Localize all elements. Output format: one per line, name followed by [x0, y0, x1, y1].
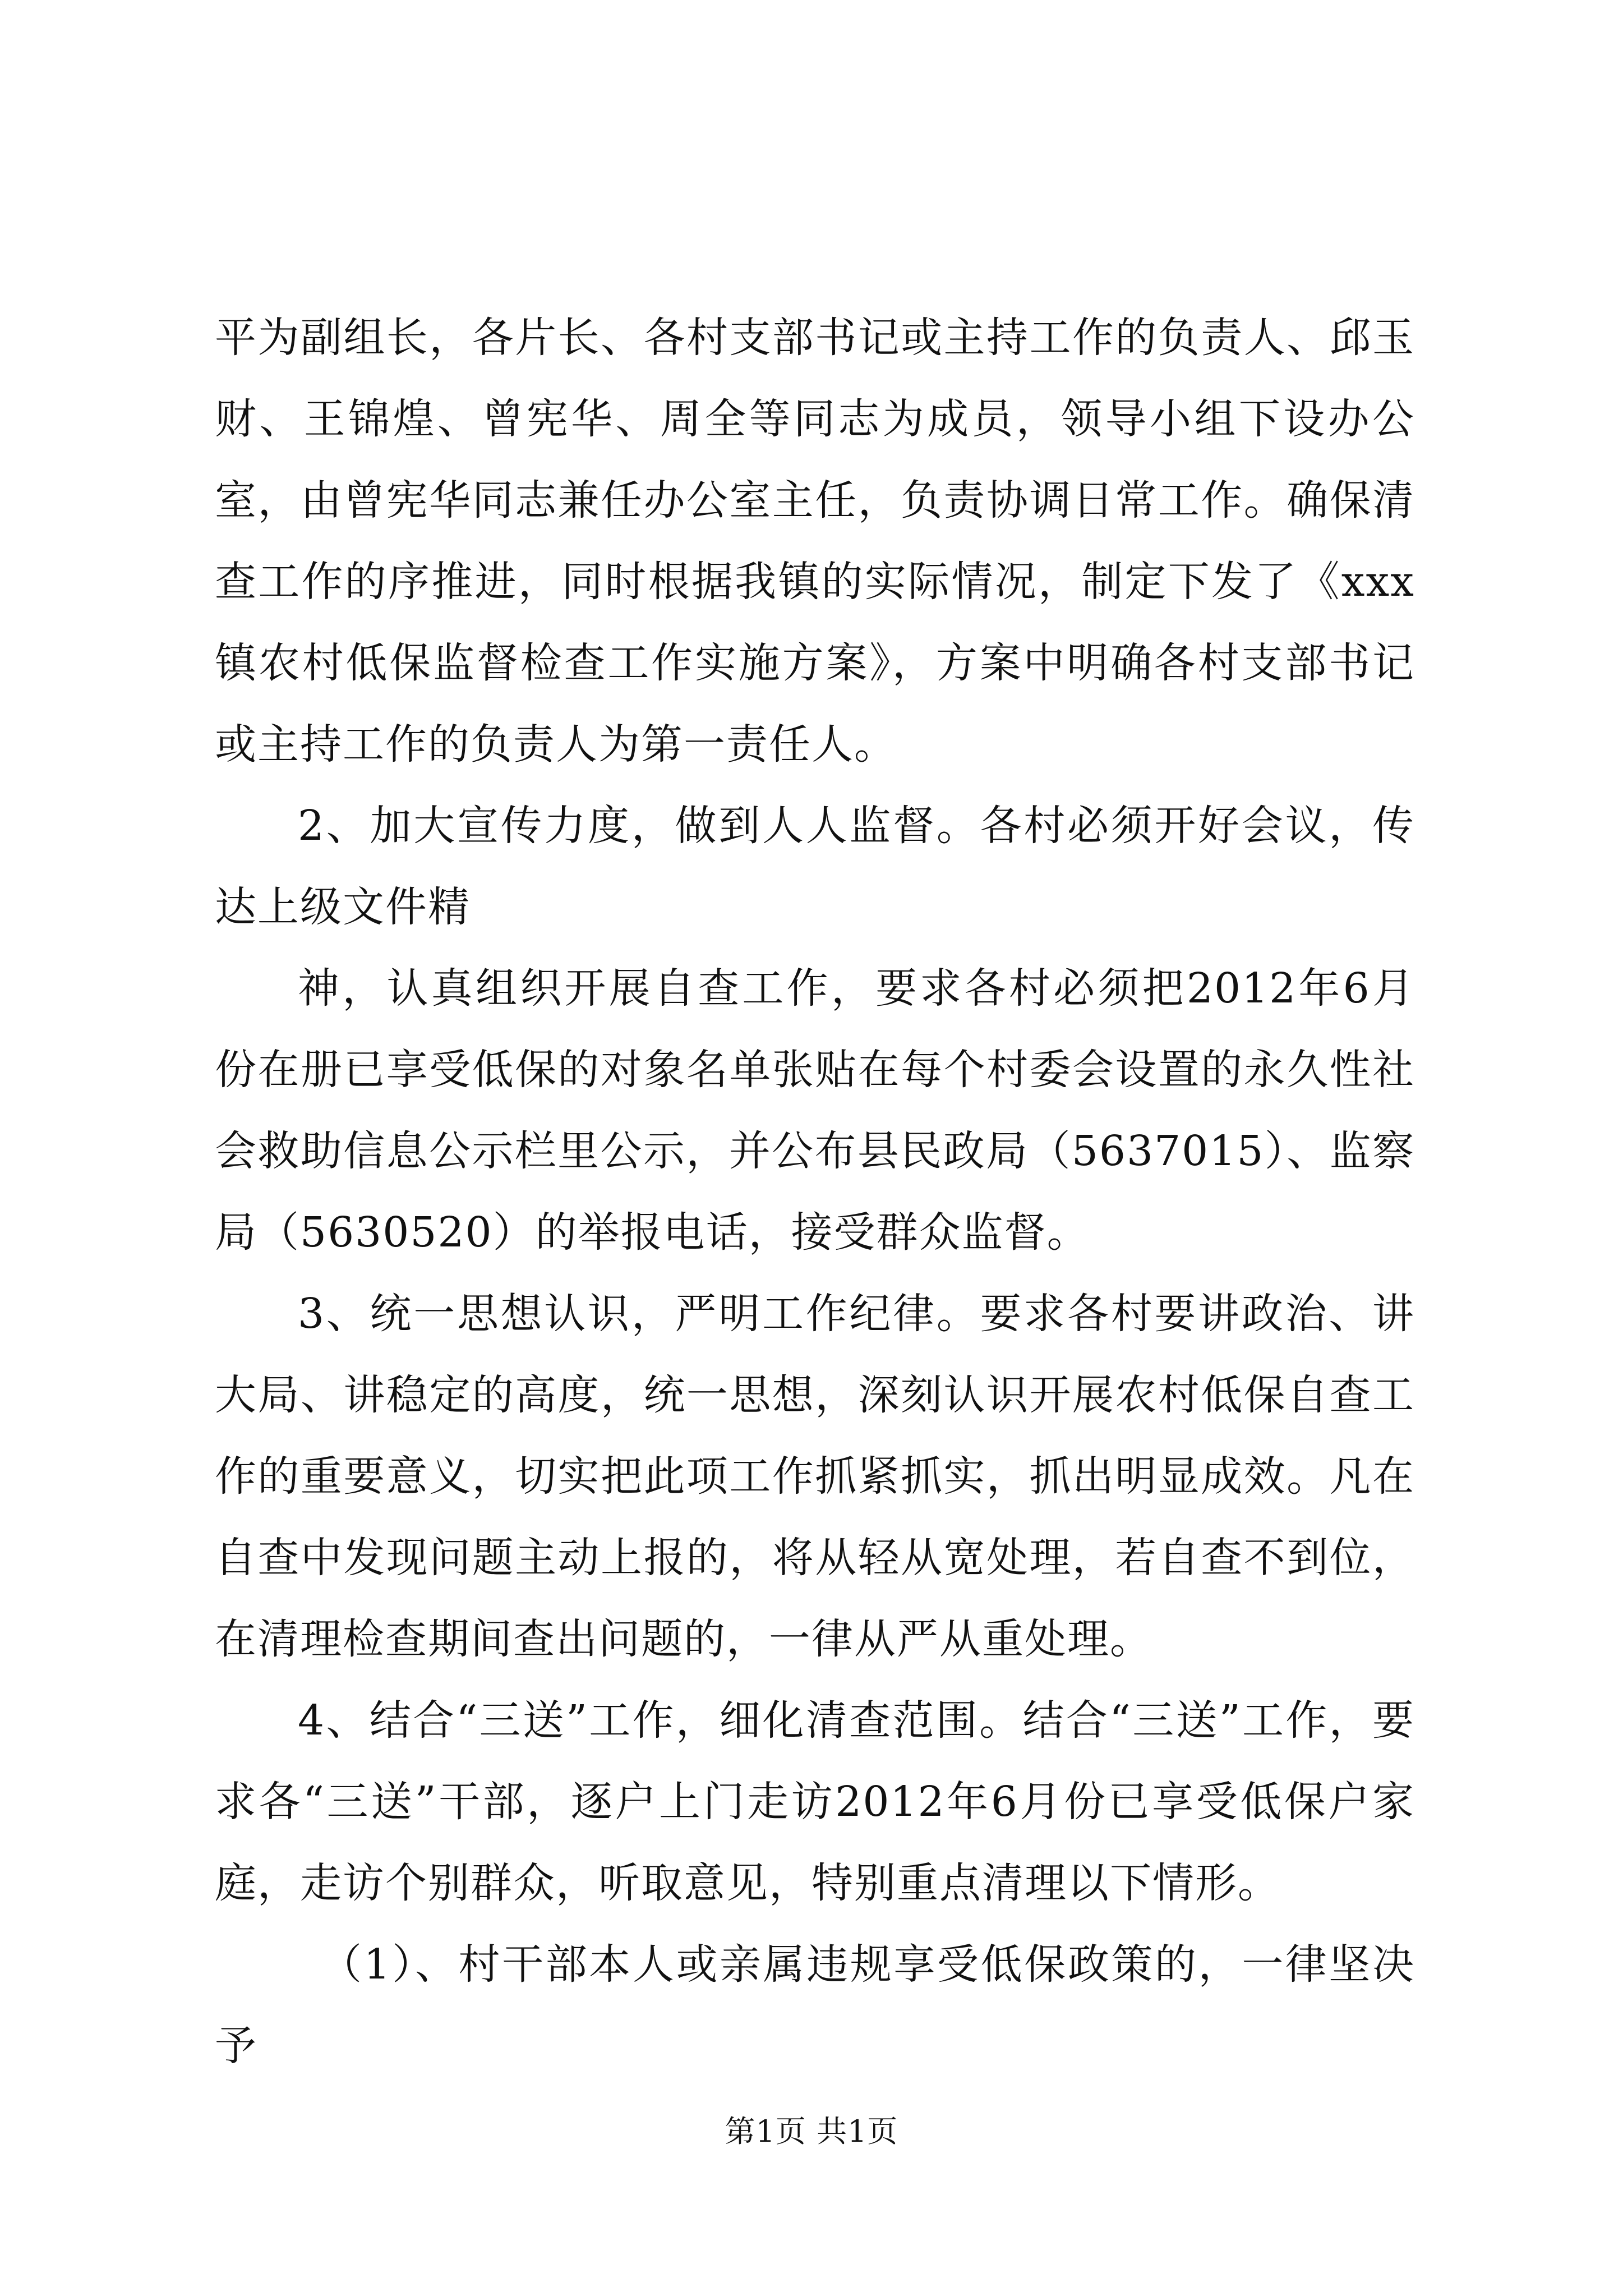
paragraph-three-send-work: 4、结合“三送”工作，细化清查范围。结合“三送”工作，要求各“三送”干部，逐户上门走访2012年6月份已享受低保户家庭，走访个别群众，听取意见，特别重点清理以下情形。	[215, 1696, 1415, 1907]
paragraph-work-discipline: 3、统一思想认识，严明工作纪律。要求各村要讲政治、讲大局、讲稳定的高度，统一思想，深刻认识开展农村低保自查工作的重要意义，切实把此项工作抓紧抓实，抓出明显成效。凡在自查中发现问题主动上报的，将从轻从宽处理，若自查不到位，在清理检查期间查出问题的，一律从严从重处理。	[215, 1290, 1415, 1663]
paragraph-publicity-heading: 2、加大宣传力度，做到人人监督。各村必须开好会议，传达上级文件精	[215, 802, 1415, 931]
paragraph-self-inspection: 神，认真组织开展自查工作，要求各村必须把2012年6月份在册已享受低保的对象名单张贴在每个村委会设置的永久性社会救助信息公示栏里公示，并公布县民政局（5637015）、监察局（5630520）的举报电话，接受群众监督。	[215, 964, 1415, 1257]
page-number-footer: 第1页 共1页	[725, 2114, 898, 2149]
document-body	[215, 297, 1415, 2087]
paragraph-item-1: （1）、村干部本人或亲属违规享受低保政策的，一律坚决予	[215, 1940, 1415, 2070]
paragraph-leadership-group: 平为副组长，各片长、各村支部书记或主持工作的负责人、邱玉财、王锦煌、曾宪华、周全等同志为成员，领导小组下设办公室，由曾宪华同志兼任办公室主任，负责协调日常工作。确保清查工作的序推进，同时根据我镇的实际情况，制定下发了《xxx镇农村低保监督检查工作实施方案》，方案中明确各村支部书记或主持工作的负责人为第一责任人。	[215, 314, 1415, 769]
